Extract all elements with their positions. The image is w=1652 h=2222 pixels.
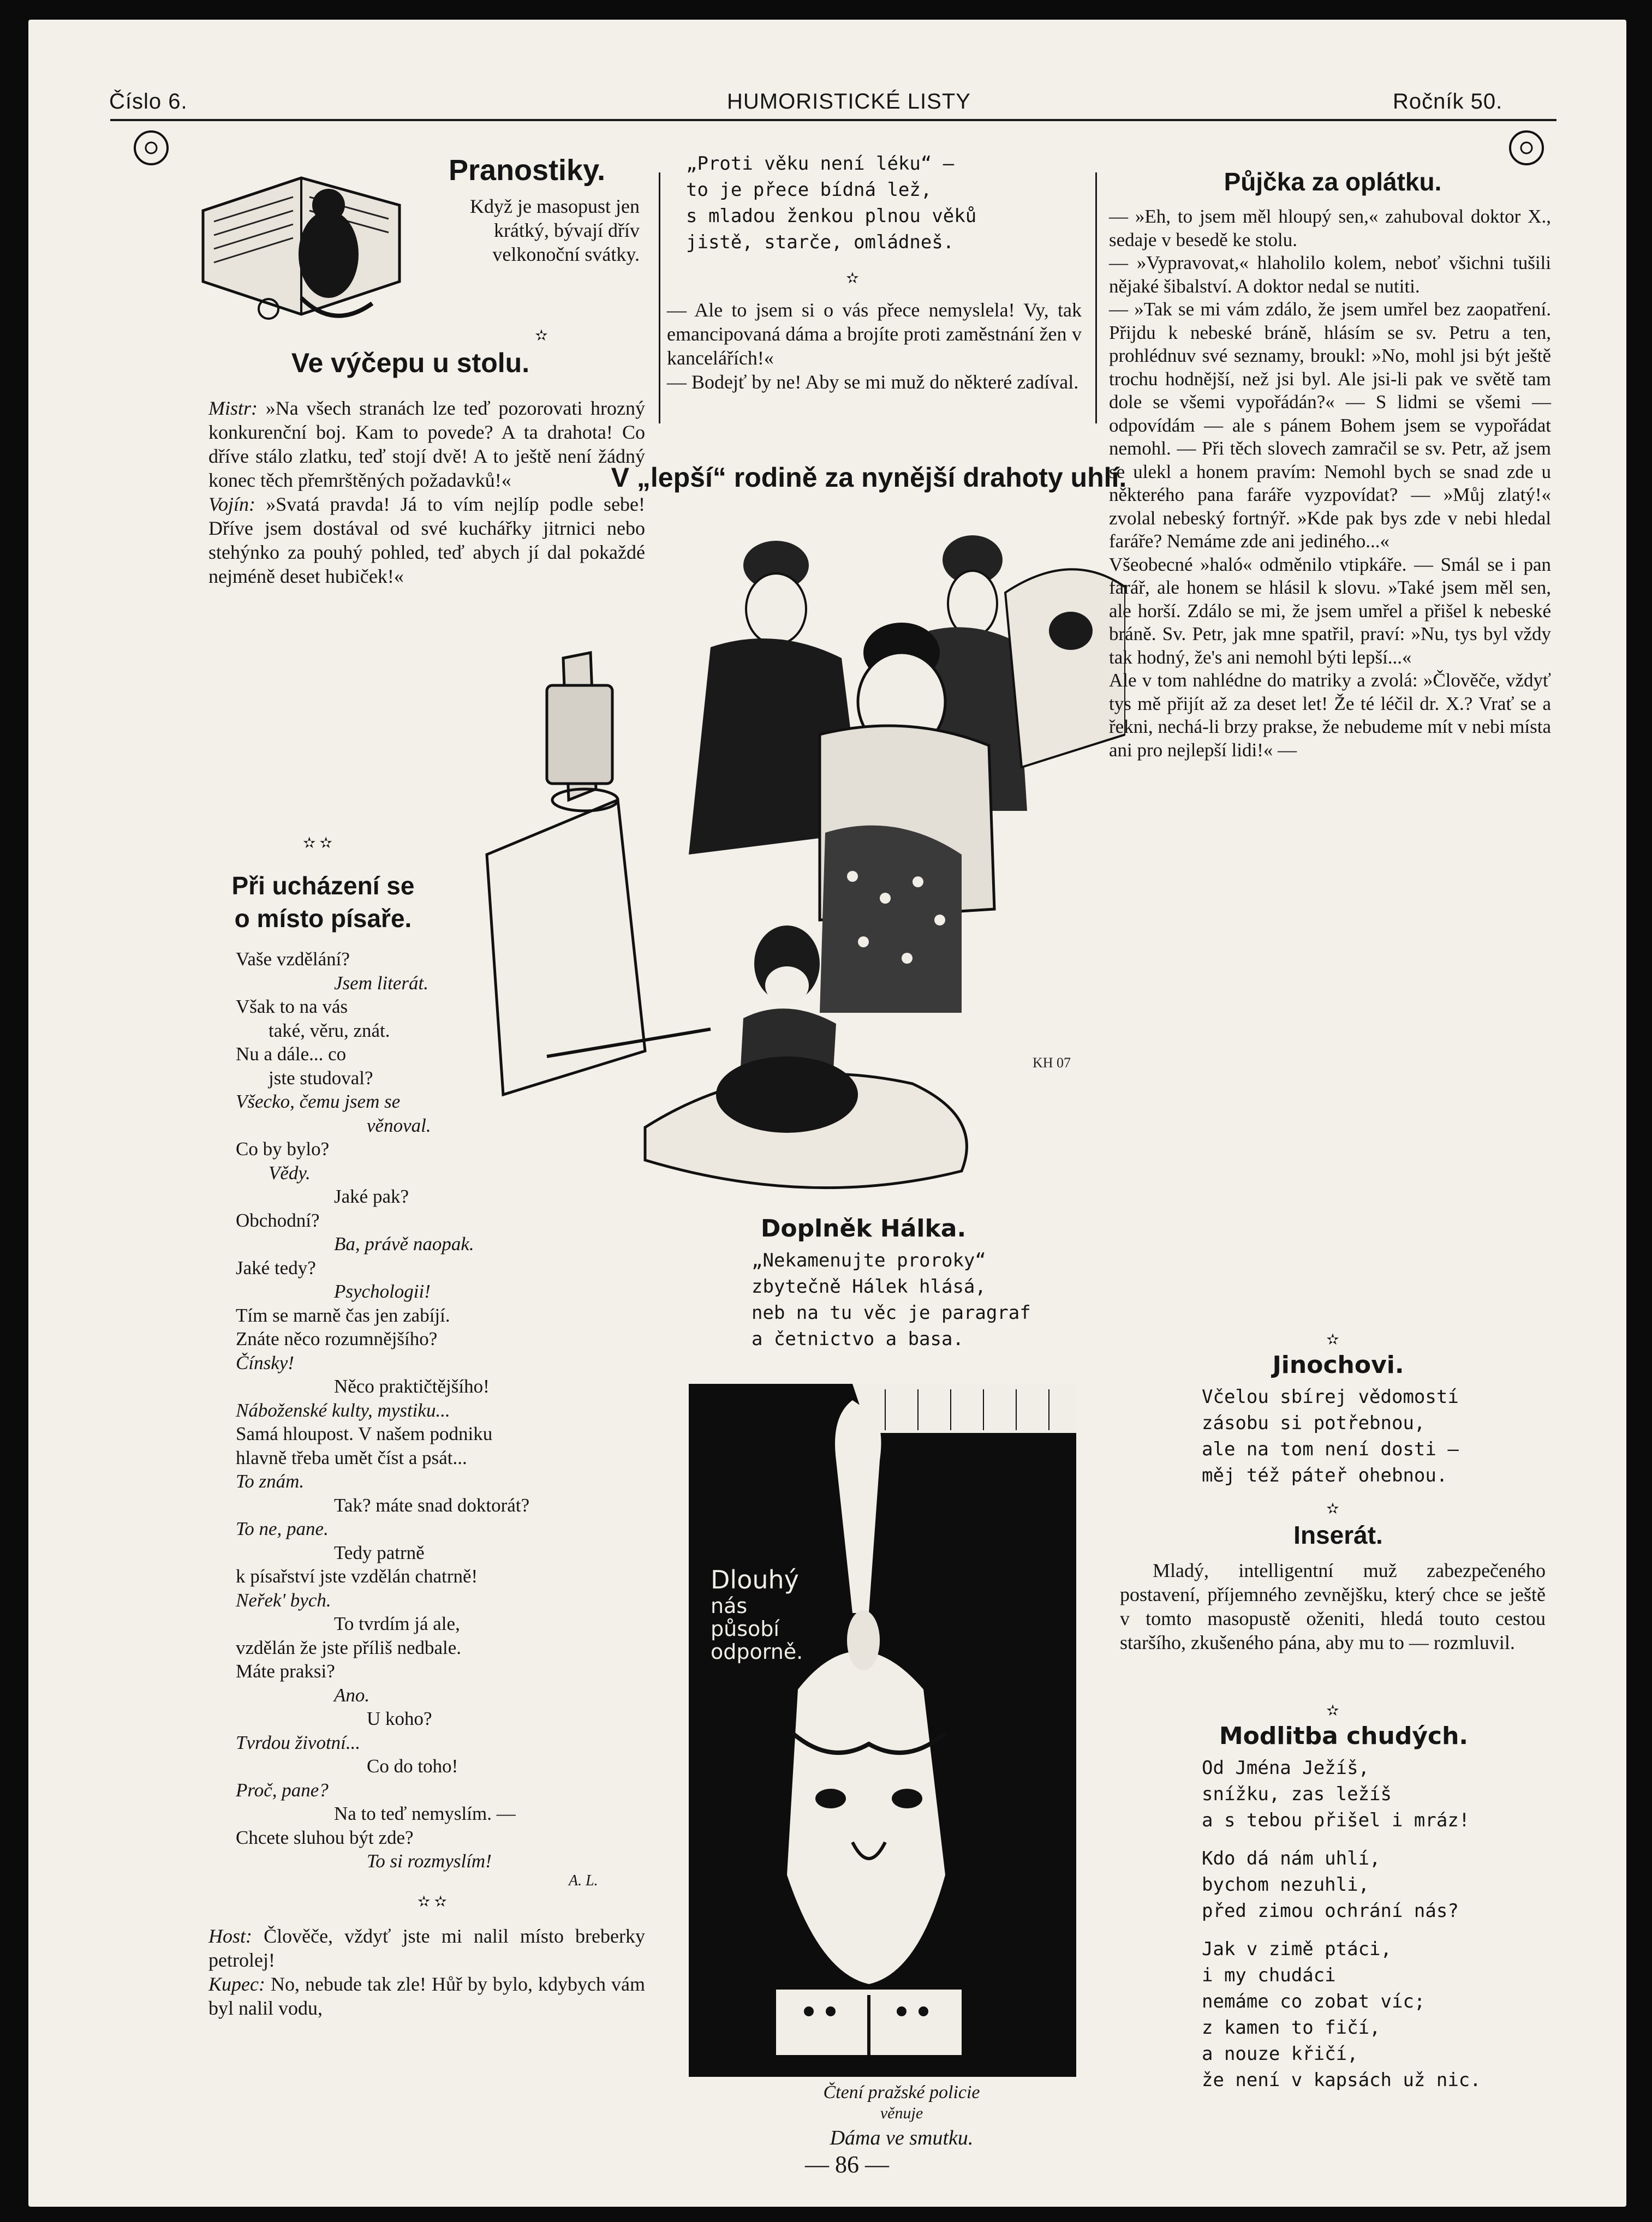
pisar-dialogue-line: Proč, pane? — [236, 1779, 329, 1801]
proti-veku-verse — [686, 151, 1068, 255]
police-cartoon-illustration — [689, 1384, 1076, 2077]
pisar-dialogue-line: Však to na vás — [236, 996, 348, 1017]
pisar-dialogue-line: Obchodní? — [236, 1209, 320, 1231]
modlitba-line: z kamen to fičí, — [1202, 2017, 1381, 2039]
pisar-dialogue-line: Vaše vzdělání? — [236, 948, 350, 970]
pisar-dialogue-line: Znáte něco rozumnějšího? — [236, 1328, 438, 1349]
modlitba-line: snížku, zas ležíš — [1202, 1783, 1392, 1805]
pisar-dialogue-line: Tvrdou životní... — [236, 1731, 361, 1753]
ornament-icon-left — [132, 129, 170, 167]
pisar-dialogue-line: také, věru, znát. — [269, 1019, 390, 1041]
pisar-dialogue-line: Něco praktičtějšího! — [334, 1376, 490, 1397]
pranostiky-text: Když je masopust jen krátký, bývají dřív velkonoční svátky. — [470, 195, 640, 265]
pisar-dialogue-line: Jaké tedy? — [236, 1257, 316, 1279]
jinochovi-verse — [1202, 1384, 1529, 1489]
vycep-speaker-2: Vojín: — [208, 493, 255, 515]
jinochovi-line: měj též páteř ohebnou. — [1202, 1465, 1448, 1486]
pisar-dialogue-line: Neřek' bych. — [236, 1589, 331, 1611]
star-separator: ✫ ✫ — [303, 835, 332, 852]
host-body — [208, 1924, 645, 2020]
modlitba-stanza — [1202, 1936, 1584, 2093]
jinochovi-line: zásobu si potřebnou, — [1202, 1412, 1426, 1434]
pisar-dialogue-line: Všecko, čemu jsem se — [236, 1091, 401, 1112]
pisar-dialogue-line: Psychologii! — [334, 1281, 431, 1302]
star-separator: ✫ ✫ — [418, 1894, 447, 1910]
volume-number: Ročník 50. — [1393, 89, 1503, 114]
proti-veku-line: jistě, starče, omládneš. — [686, 231, 955, 253]
header-rule — [110, 119, 1556, 121]
modlitba-verse — [1202, 1755, 1584, 2105]
modlitba-title: Modlitba chudých. — [1219, 1722, 1469, 1750]
host-speaker-1: Host: — [208, 1925, 252, 1947]
pisar-dialogue-line: jste studoval? — [269, 1067, 373, 1089]
pisar-dialogue-line: U koho? — [367, 1708, 432, 1729]
modlitba-stanza — [1202, 1755, 1584, 1833]
vycep-speech-1: »Na všech stranách lze teď pozorovati hrozný konkurenční boj. Kam to povede? A ta drahota! Co dříve stálo zlatku, teď stojí dvě! A to ještě není žádný konec těch přemrštěných požadavků!« — [208, 397, 645, 491]
cartoon-caption-line-1: Čtení pražské policie — [823, 2082, 980, 2102]
pisar-title-line-1: Při ucházení se — [231, 871, 415, 900]
proti-dialog: — Ale to jsem si o vás přece nemyslela! Vy, tak emancipovaná dáma a brojíte proti zaměstnání žen v kancelářích!« — Bodejť by ne! Aby se mi muž do některé zadíval. — [667, 299, 1082, 393]
modlitba-line: že není v kapsách už nic. — [1202, 2069, 1481, 2091]
pisar-dialogue-line: To znám. — [236, 1471, 305, 1492]
modlitba-line: Kdo dá nám uhlí, — [1202, 1848, 1381, 1869]
cartoon-caption-line-3: Dáma ve smutku. — [830, 2127, 974, 2149]
proti-veku-line: to je přece bídná lež, — [686, 179, 932, 201]
host-speech-1: Člověče, vždyť jste mi nalil místo breberky petrolej! — [208, 1925, 645, 1971]
proti-veku-line: s mladou ženkou plnou věků — [686, 205, 977, 227]
pisar-dialogue-line: Jaké pak? — [334, 1186, 409, 1207]
cartoon-caption-line-2: věnuje — [880, 2104, 923, 2122]
pisar-dialogue-line: vzdělán že jste příliš nedbale. — [236, 1636, 462, 1658]
ornament-icon-right — [1507, 129, 1546, 167]
star-separator: ✫ — [1326, 1703, 1339, 1719]
pisar-dialogue-line: věnoval. — [367, 1114, 431, 1136]
pisar-dialogue-line: Ba, právě naopak. — [334, 1233, 474, 1255]
modlitba-line: před zimou ochrání nás? — [1202, 1900, 1459, 1922]
pisar-dialogue-line: Vědy. — [269, 1162, 311, 1184]
pisar-dialogue-line: To ne, pane. — [236, 1518, 329, 1539]
pisar-dialogue-line: Co do toho! — [367, 1755, 458, 1777]
pisar-dialogue-line: Ano. — [334, 1684, 370, 1706]
star-separator: ✫ — [1326, 1331, 1339, 1348]
pisar-dialogue-line: Tedy patrně — [334, 1542, 425, 1563]
modlitba-line: a s tebou přišel i mráz! — [1202, 1809, 1470, 1831]
modlitba-stanza — [1202, 1845, 1584, 1924]
star-separator: ✫ — [1326, 1501, 1339, 1518]
family-illustration — [481, 505, 1125, 1204]
pujcka-title: Půjčka za oplátku. — [1224, 168, 1442, 196]
column-rule — [659, 172, 660, 423]
host-speaker-2: Kupec: — [208, 1973, 265, 1995]
book-vignette-illustration — [192, 145, 421, 342]
doplnek-line: a četnictvo a basa. — [752, 1328, 964, 1350]
pisar-dialogue-line: Čínsky! — [236, 1352, 294, 1373]
inserat-title: Inserát. — [1293, 1521, 1383, 1549]
doplnek-line: zbytečně Hálek hlásá, — [752, 1276, 986, 1298]
pisar-dialogue-line: To tvrdím já ale, — [334, 1613, 460, 1634]
proti-veku-line: „Proti věku není léku“ — — [686, 153, 955, 175]
host-speech-2: No, nebude tak zle! Hůř by bylo, kdybych vám byl nalil vodu, — [208, 1973, 645, 2019]
star-separator: ✫ — [846, 270, 859, 287]
pujcka-text: — »Eh, to jsem měl hloupý sen,« zahuboval doktor X., sedaje v besedě ke stolu. — »Vypravovat,« hlaholilo kolem, neboť všichni tušili nějaké šibalství. A doktor nedal se nutiti. — »Tak se mi vám zdálo, že jsem umřel bez zaopatření. Přijdu k nebeské bráně, hlásím se sv. Petru a ten, prohlédnuv své seznamy, broukl: »No, mohl jsi být ještě trochu hodnější, než jsi byl. Ale jsi-li pak ve světě tam dole se všemi vypořádán?« — S lidmi se všemi — odpovídám — ale s pánem Bohem jsem se vypořádat nemohl. — Při těch slovech zamračil se sv. Petr, až jsem se ulekl a honem pravím: Nemohl bych se snad zde u některého pana faráře vyzpovídat? — »Můj zlatý!« zvolal nebeský fortnýř. »Kde pak bys zde v nebi hledal faráře? Nemáme zde ani jediného...« Všeobecné »haló« odměnilo vtipkáře. — Smál se i pan farář, ale honem se hlásil k slovu. »Také jsem měl sen, ale horší. Zdálo se mi, že jsem umřel a přišel k nebeské bráně. Sv. Petr, jak mne spatřil, praví: »Nu, tys byl vždy tak hodný, že's ani nemohl býti lepší...« Ale v tom nahlédne do matriky a zvolá: »Člověče, vždyť tys mě přijít až za deset let! Že té léčil dr. X.? Vrať se a řekni, nechá-li brzy prakse, že nebudeme mít v nebi místa ani pro nejlepší lidi!« — — [1109, 206, 1551, 761]
cartoon-text-4: odporně. — [711, 1640, 803, 1664]
pisar-dialogue-line: Chcete sluhou být zde? — [236, 1826, 414, 1848]
modlitba-line: a nouze křičí, — [1202, 2043, 1358, 2065]
modlitba-line: bychom nezuhli, — [1202, 1874, 1370, 1896]
column-rule — [1095, 172, 1097, 423]
modlitba-line: i my chudáci — [1202, 1964, 1336, 1986]
pisar-dialogue-line: Tím se marně čas jen zabíjí. — [236, 1304, 450, 1326]
pisar-dialogue-line: Máte praksi? — [236, 1660, 335, 1682]
pisar-title-line-2: o místo písaře. — [234, 904, 412, 933]
modlitba-line: nemáme co zobat víc; — [1202, 1991, 1426, 2012]
pisar-dialogue-line: Samá hloupost. V našem podniku — [236, 1423, 493, 1444]
modlitba-line: Jak v zimě ptáci, — [1202, 1938, 1392, 1960]
pisar-dialogue-line: Nu a dále... co — [236, 1043, 347, 1065]
pranostiky-title: Pranostiky. — [449, 154, 606, 187]
jinochovi-line: ale na tom není dosti — — [1202, 1438, 1459, 1460]
pisar-dialogue-line: k písařství jste vzdělán chatrně! — [236, 1566, 478, 1587]
modlitba-line: Od Jména Ježíš, — [1202, 1757, 1370, 1779]
newspaper-page — [28, 20, 1626, 2207]
jinochovi-line: Včelou sbírej vědomostí — [1202, 1386, 1459, 1408]
illustration-signature: KH 07 — [1033, 1055, 1071, 1071]
pisar-dialogue-line: Co by bylo? — [236, 1138, 330, 1160]
star-separator: ✫ — [535, 327, 548, 344]
jinochovi-title: Jinochovi. — [1272, 1351, 1404, 1379]
pisar-dialogue-line: Náboženské kulty, mystiku... — [236, 1399, 450, 1421]
cartoon-text-2: nás — [711, 1594, 748, 1618]
page-number: — 86 — — [805, 2151, 889, 2178]
doplnek-line: neb na tu věc je paragraf — [752, 1302, 1031, 1324]
vycep-speaker-1: Mistr: — [208, 397, 258, 419]
vycep-title: Ve výčepu u stolu. — [291, 348, 530, 378]
cartoon-text-3: působí — [711, 1617, 779, 1641]
pisar-dialogue-line: Na to teď nemyslím. — — [334, 1803, 516, 1824]
pisar-dialogue-line: Tak? máte snad doktorát? — [334, 1494, 530, 1516]
pisar-dialogue-line: To si rozmyslím! — [367, 1850, 492, 1872]
doplnek-title: Doplněk Hálka. — [760, 1215, 967, 1243]
pisar-signature: A. L. — [569, 1872, 598, 1889]
pisar-dialogue-line: Jsem literát. — [334, 972, 429, 994]
vycep-speech-2: »Svatá pravda! Já to vím nejlíp podle sebe! Dříve jsem dostával od své kuchářky jitrnici nebo stehýnko za pouhý pohled, teď abych jí dal pokaždé nejméně deset hubiček!« — [208, 493, 646, 587]
magazine-title: HUMORISTICKÉ LISTY — [727, 89, 971, 114]
doplnek-line: „Nekamenujte proroky“ — [752, 1250, 986, 1271]
inserat-text: Mladý, intelligentní muž zabezpečeného postavení, příjemného zevnějšku, který chce se ještě v tomto masopustě oženiti, hledá touto cestou staršího, zkušeného pána, aby mu to — rozmluvil. — [1120, 1560, 1546, 1653]
issue-number: Číslo 6. — [109, 89, 188, 114]
family-caption: V „lepší“ rodině za nynější drahoty uhlí. — [611, 462, 1127, 493]
pisar-dialogue-line: hlavně třeba umět číst a psát... — [236, 1447, 467, 1468]
cartoon-text-1: Dlouhý — [711, 1565, 799, 1594]
doplnek-verse — [752, 1247, 1057, 1352]
